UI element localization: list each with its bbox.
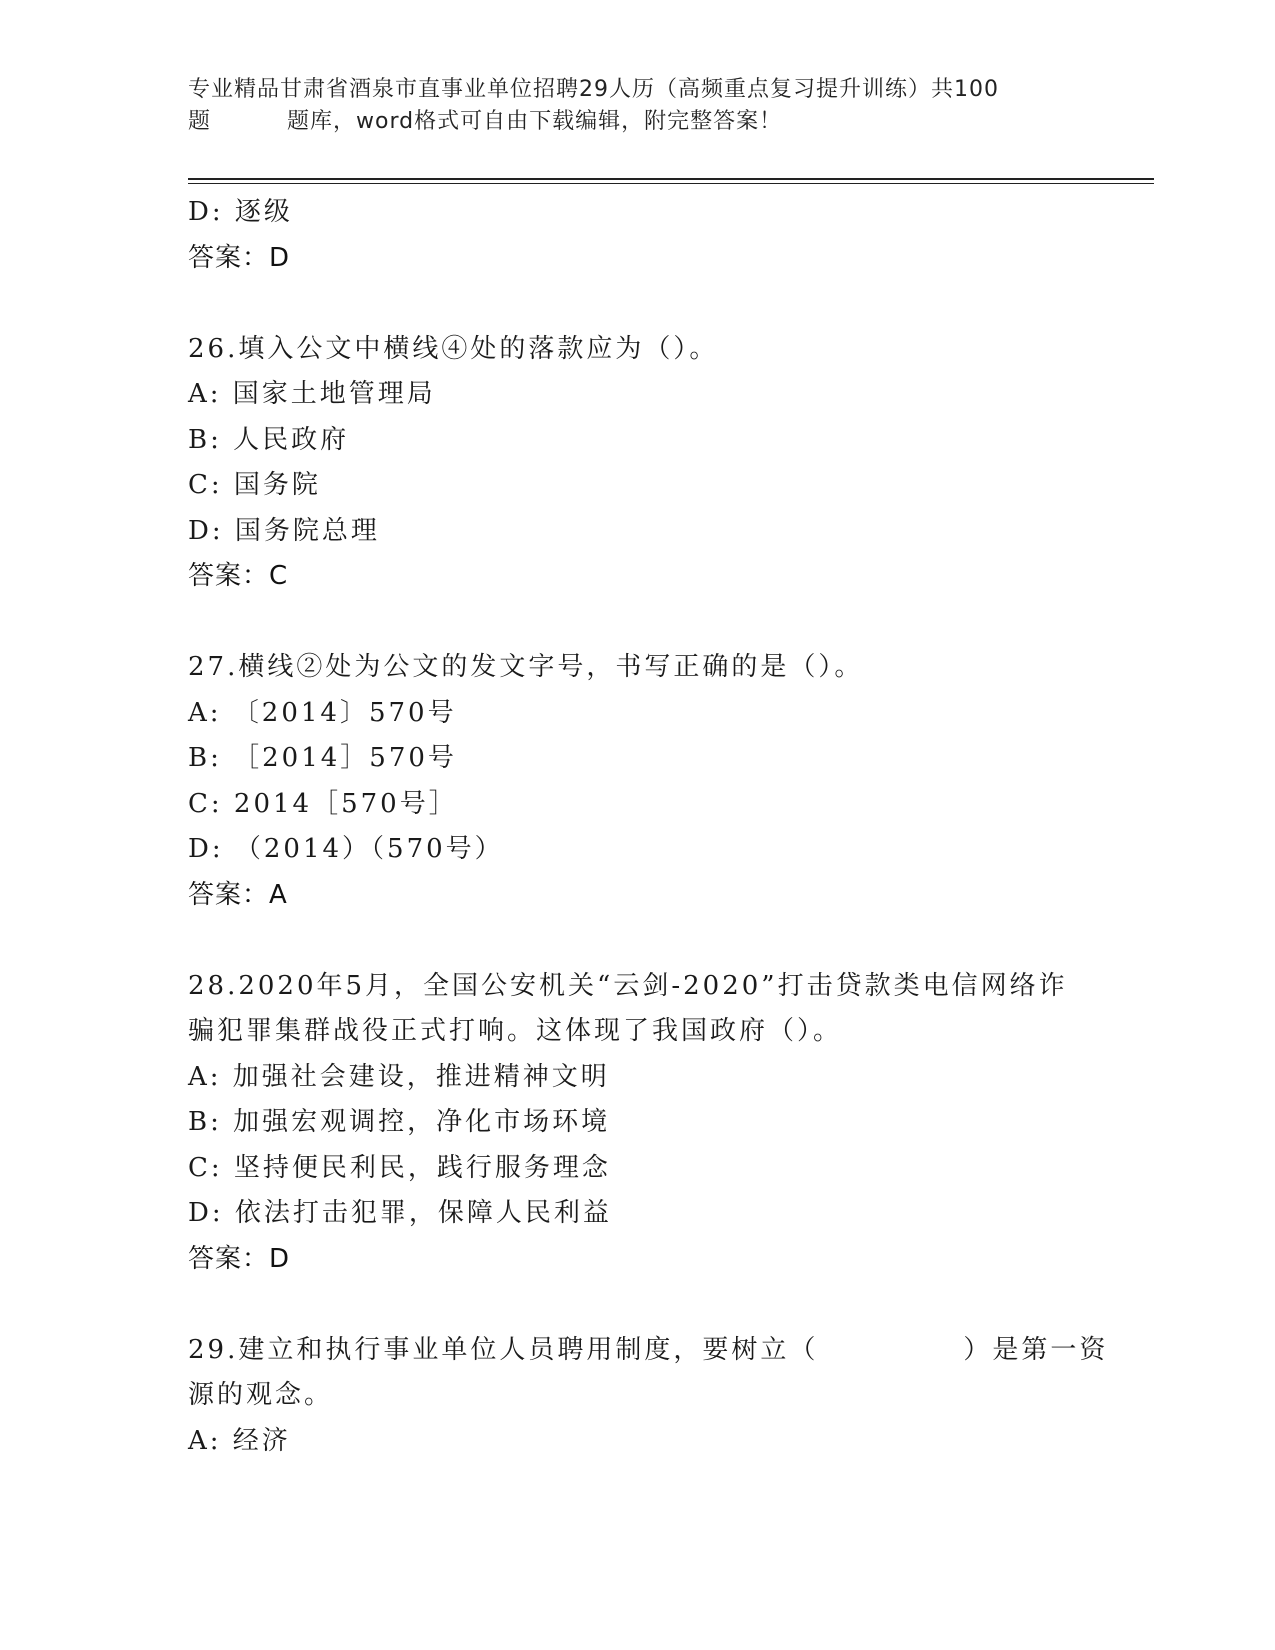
option-a: A: 国家土地管理局 (188, 379, 436, 409)
question-list (188, 190, 1109, 1464)
question-text-line2: 骗犯罪集群战役正式打响。这体现了我国政府（）。 (188, 1016, 843, 1046)
question-text: 27.横线②处为公文的发文字号，书写正确的是（）。 (188, 652, 864, 682)
option-d: D: 依法打击犯罪，保障人民利益 (188, 1198, 612, 1228)
option-d: D: 国务院总理 (188, 515, 380, 546)
question-block-25 (188, 190, 1088, 281)
question-text-line1: 28.2020年5月，全国公安机关“云剑-2020”打击贷款类电信网络诈 (188, 970, 1068, 1001)
option-a: A: 经济 (188, 1425, 291, 1456)
question-block-27 (188, 645, 1088, 918)
header-divider-thick (188, 178, 1154, 180)
option-b: B: 加强宏观调控，净化市场环境 (188, 1107, 611, 1137)
question-text-line1: 29.建立和执行事业单位人员聘用制度，要树立（ ）是第一资 (188, 1334, 1109, 1365)
page-header (188, 74, 1068, 138)
option-c: C: 坚持便民利民，践行服务理念 (188, 1152, 611, 1183)
option-a: A: 加强社会建设，推进精神文明 (188, 1061, 610, 1092)
header-divider-thin (188, 183, 1154, 184)
option-a: A: 〔2014〕570号 (188, 697, 457, 728)
question-block-28 (188, 964, 1088, 1283)
question-block-26 (188, 327, 1088, 600)
question-text-line2: 源的观念。 (188, 1380, 334, 1410)
header-title-line2-end: 题库，word格式可自由下载编辑，附完整答案！ (287, 109, 783, 134)
header-title-line2 (188, 106, 1068, 138)
option-b: B: ［2014］570号 (188, 743, 457, 773)
option-d: D: （2014）（570号） (188, 834, 504, 864)
question-block-29 (188, 1328, 1109, 1465)
header-title-line2-start: 题 (188, 109, 212, 134)
option-d: D: 逐级 (188, 197, 293, 227)
answer-line: 答案：D (188, 242, 291, 273)
answer-line: 答案：D (188, 1243, 291, 1274)
question-text: 26.填入公文中横线④处的落款应为（）。 (188, 333, 719, 364)
option-b: B: 人民政府 (188, 424, 350, 455)
option-c: C: 国务院 (188, 470, 321, 500)
option-c: C: 2014［570号］ (188, 788, 458, 819)
header-title-line1: 专业精品甘肃省酒泉市直事业单位招聘29人历（高频重点复习提升训练）共100 (188, 77, 999, 102)
answer-line: 答案：A (188, 879, 288, 910)
answer-line: 答案：C (188, 561, 289, 591)
